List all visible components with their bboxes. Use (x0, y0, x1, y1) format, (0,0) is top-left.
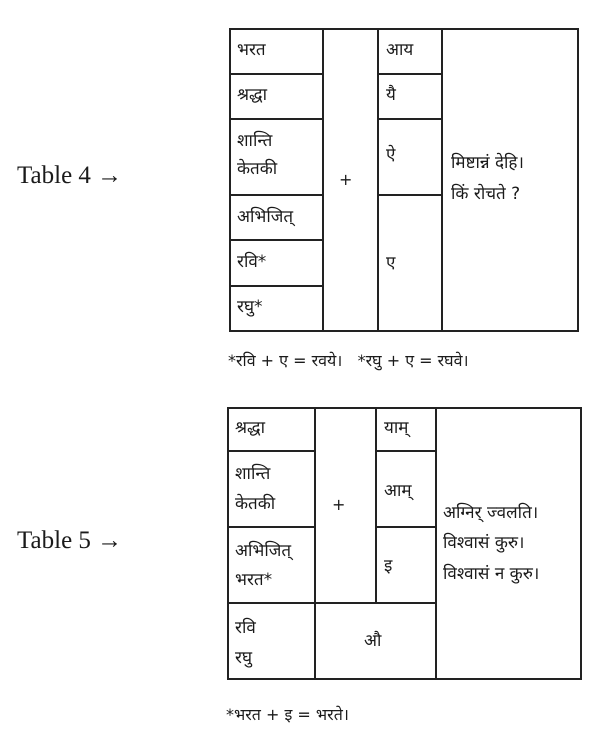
table5-ending: आम् (384, 481, 412, 501)
table4-ending-divider (377, 194, 443, 196)
table4-border-bottom (229, 330, 579, 332)
table5-sentence: अग्निर् ज्वलति। (443, 503, 539, 523)
table5-ending: याम् (384, 418, 409, 438)
table4-stem: श्रद्धा (237, 85, 268, 105)
table4-stem-divider (229, 239, 324, 241)
table4-ending: यै (386, 85, 396, 105)
table4-plus-operator: + (339, 170, 353, 189)
table4-sentence: किं रोचते ? (451, 184, 521, 204)
table4-ending: ए (386, 253, 396, 273)
table5-shared-ending: औ (364, 631, 382, 651)
table4-border-right (577, 28, 579, 332)
table4-label: Table 4 → (17, 162, 123, 189)
table5-stem: शान्ति (235, 464, 271, 484)
table5-divider-v1 (314, 407, 316, 680)
table4-stem-divider (229, 285, 324, 287)
table4-stem: भरत (237, 40, 266, 60)
table4-ending-divider (377, 118, 443, 120)
table5-stem: भरत* (235, 570, 273, 590)
table4-stem-divider (229, 73, 324, 75)
table5-ending: इ (384, 556, 393, 576)
table4-stem: अभिजित् (237, 207, 294, 227)
table5-stem-divider (227, 450, 316, 452)
table4-footnote: *रवि + ए = रवये। *रघु + ए = रघवे। (228, 351, 469, 370)
table4-sentence: मिष्टान्नं देहि। (451, 153, 524, 173)
table5-stem: श्रद्धा (235, 418, 266, 438)
table5-label: Table 5 → (17, 527, 123, 554)
table5-divider-v3 (435, 407, 437, 680)
table4-stem: शान्ति (237, 131, 273, 151)
table5-border-left (227, 407, 229, 680)
table5-stem: रघु (235, 648, 252, 668)
table5-border-bottom (227, 678, 582, 680)
table5-divider-v2 (375, 407, 377, 604)
table4-stem-divider (229, 194, 324, 196)
table5-stem-divider (227, 602, 437, 604)
table5-sentence: विश्वासं कुरु। (443, 533, 525, 553)
table4-stem: केतकी (237, 159, 278, 179)
table5-ending-divider (375, 450, 437, 452)
table5-stem-divider (227, 526, 316, 528)
table4-ending: ऐ (386, 145, 396, 165)
table4-ending-divider (377, 73, 443, 75)
table4-stem: रघु* (237, 297, 263, 317)
table5-sentence: विश्वासं न कुरु। (443, 564, 540, 584)
table5-border-right (580, 407, 582, 680)
table5-border-top (227, 407, 582, 409)
table5-stem: रवि (235, 618, 256, 638)
table5-stem: अभिजित् (235, 541, 292, 561)
table4-ending: आय (386, 40, 414, 60)
table5-ending-divider (375, 526, 437, 528)
table5-footnote: *भरत + इ = भरते। (226, 705, 349, 724)
table4-stem-divider (229, 118, 324, 120)
table4-border-top (229, 28, 579, 30)
table5-stem: केतकी (235, 494, 276, 514)
table5-plus-operator: + (332, 495, 346, 514)
table4-stem: रवि* (237, 252, 267, 272)
